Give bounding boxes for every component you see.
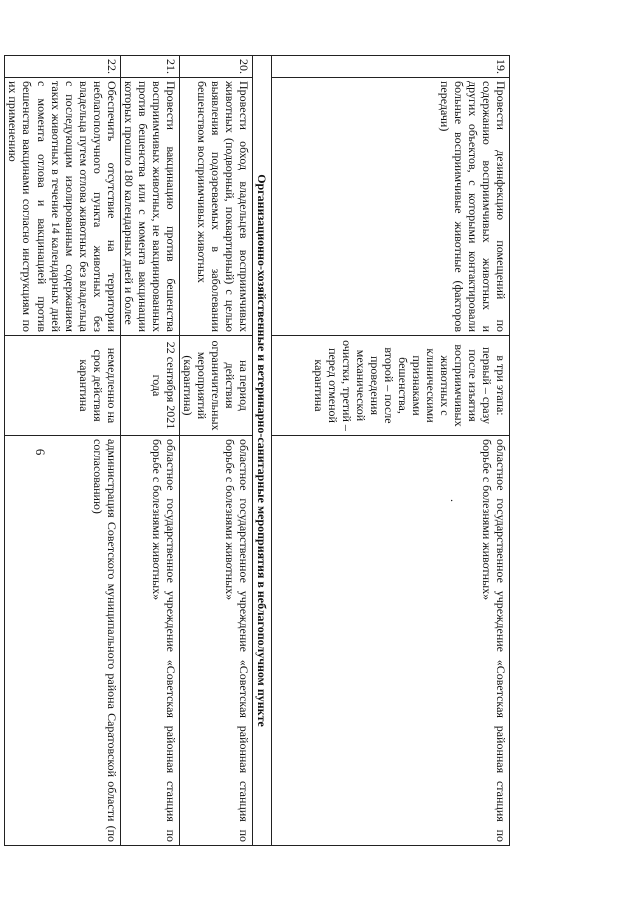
page-number: 6 bbox=[33, 448, 48, 456]
measure-description: Провести дезинфекцию помещений по содержанию восприимчивых животных и других объектов, с которыми контактировали больные восприимчивые животные (факторов передачи) bbox=[272, 78, 510, 336]
stray-mark: . bbox=[447, 499, 462, 502]
table-row bbox=[5, 56, 120, 846]
measure-term: в три этапа: первый – сразу после изъятия восприимчивых животных с клиническими признаками бешенства, второй – после проведения механической очистки, третий – перед отменой карантина bbox=[272, 336, 510, 436]
responsible-party: областное государственное учреждение «Советская районная станция по борьбе с болезнями животных» bbox=[179, 436, 252, 846]
measure-description: Провести вакцинацию против бешенства восприимчивых животных, не вакцинированных против бешенства или с момента вакцинации которых прошло 180 календарных дней и более bbox=[120, 78, 179, 336]
row-number: 21. bbox=[120, 56, 179, 78]
measure-term: немедленно на срок действия карантина bbox=[5, 336, 120, 436]
measure-term: на период действия ограничительных мероприятий (карантина) bbox=[179, 336, 252, 436]
responsible-party: областное государственное учреждение «Советская районная станция по борьбе с болезнями животных» bbox=[120, 436, 179, 846]
section-title: Организационно-хозяйственные и ветеринарно-санитарные мероприятия в неблагополучном пункте bbox=[252, 56, 271, 846]
table-row bbox=[272, 56, 510, 846]
row-number: 19. bbox=[272, 56, 510, 78]
measure-term: 22 сентября 2021 года bbox=[120, 336, 179, 436]
row-number: 20. bbox=[179, 56, 252, 78]
measure-description: Обеспечить отсутствие на территории неблагополучного пункта животных без владельца путем отлова животных без владельца с последующим изолированным содержанием таких животных в течение 14 календарных дней с момента отлова и вакцинацией против бешенства вакцинами согласно инструкциям по их применению bbox=[5, 78, 120, 336]
responsible-party: администрация Советского муниципального района Саратовской области (по согласованию) bbox=[5, 436, 120, 846]
measures-table bbox=[4, 55, 510, 846]
table-row bbox=[179, 56, 252, 846]
table-row bbox=[120, 56, 179, 846]
responsible-party: областное государственное учреждение «Советская районная станция по борьбе с болезнями животных» bbox=[479, 439, 508, 842]
measure-description: Провести обход владельцев восприимчивых животных (подворный, поквартирный) с целью выявления подозреваемых в заболевании бешенством восприимчивых животных bbox=[179, 78, 252, 336]
row-number: 22. bbox=[5, 56, 120, 78]
section-header-row bbox=[252, 56, 271, 846]
responsible-cell bbox=[272, 436, 510, 846]
measures-table-container bbox=[6, 55, 510, 845]
